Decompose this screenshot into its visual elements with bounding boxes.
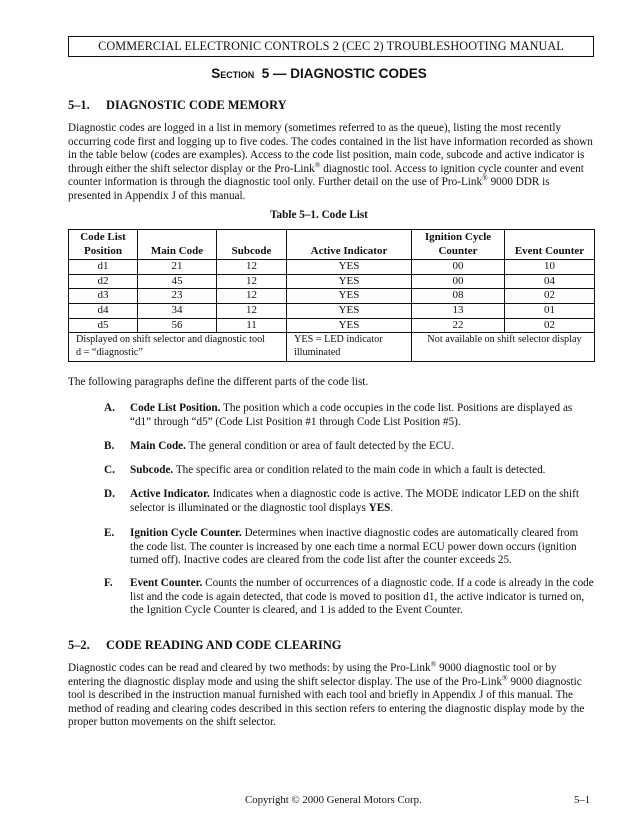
table-header-row: [69, 230, 595, 260]
col-header-ignition-counter: Ignition Cycle Counter: [412, 230, 505, 260]
footer-copyright: Copyright © 2000 General Motors Corp.: [245, 794, 422, 806]
code-list-table: [68, 229, 595, 362]
section-name: DIAGNOSTIC CODES: [290, 66, 427, 81]
col-header-event-counter: Event Counter: [505, 230, 595, 260]
heading-5-1: [68, 98, 287, 113]
code-reading-paragraph: Diagnostic codes can be read and cleared by two methods: by using the Pro-Link® 9000 diagnostic tool or by entering the diagnostic display mode and using the shift selector display. The use of the Pro-Link® 9000 diagnostic tool is described in the instruction manual furnished with each tool and briefly in Appendix J of this manual. The method of reading and clearing codes described in this section refers to entering the diagnostic display mode by the proper button movements on the shift selector.: [68, 659, 585, 729]
heading-text: CODE READING AND CODE CLEARING: [106, 638, 342, 652]
registered-mark: ®: [502, 672, 508, 682]
section-word: Section: [211, 66, 255, 81]
col-header-subcode: Subcode: [217, 230, 287, 260]
manual-header: [68, 36, 594, 57]
registered-mark: ®: [430, 659, 437, 669]
note-display: Displayed on shift selector and diagnostic tool d = “diagnostic”: [69, 333, 287, 362]
col-header-main-code: Main Code: [138, 230, 217, 260]
manual-title: COMMERCIAL ELECTRONIC CONTROLS 2 (CEC 2) TROUBLESHOOTING MANUAL: [98, 39, 564, 53]
table-row: d3 23 12 YES 08 02: [69, 289, 595, 304]
registered-mark: ®: [314, 160, 321, 170]
col-header-position: Code List Position: [69, 230, 138, 260]
note-not-available: Not available on shift selector display: [412, 333, 595, 362]
table-notes-row: [69, 333, 595, 362]
heading-number: 5–2.: [68, 638, 90, 652]
intro-paragraph: Diagnostic codes are logged in a list in memory (sometimes referred to as the queue), listing the most recently occurring code first and logging up to five codes. The codes contained in the list have information recorded as shown in the table below (codes are examples). Access to the code list position, main code, subcode and active indicator is through either the shift selector display or the Pro-Link® diagnostic tool. Access to ignition cycle counter and event counter information is through the diagnostic tool only. Further detail on the use of Pro-Link® 9000 DDR is presented in Appendix J of this manual.: [68, 122, 593, 202]
table-caption: Table 5–1. Code List: [270, 209, 368, 221]
section-dash: —: [273, 66, 287, 81]
heading-5-2: [68, 638, 341, 653]
table-row: d4 34 12 YES 13 01: [69, 303, 595, 318]
col-header-active-indicator: Active Indicator: [287, 230, 412, 260]
note-led: YES = LED indicator illuminated: [287, 333, 412, 362]
section-title: [0, 66, 638, 81]
table-row: d5 56 11 YES 22 02: [69, 318, 595, 333]
section-number: 5: [261, 66, 270, 81]
heading-text: DIAGNOSTIC CODE MEMORY: [106, 98, 287, 112]
heading-number: 5–1.: [68, 98, 90, 112]
table-row: d1 21 12 YES 00 10: [69, 260, 595, 275]
following-paragraph: The following paragraphs define the different parts of the code list.: [68, 376, 369, 388]
footer-page-number: 5–1: [574, 794, 591, 806]
registered-mark: ®: [482, 173, 488, 183]
table-row: d2 45 12 YES 00 04: [69, 274, 595, 289]
